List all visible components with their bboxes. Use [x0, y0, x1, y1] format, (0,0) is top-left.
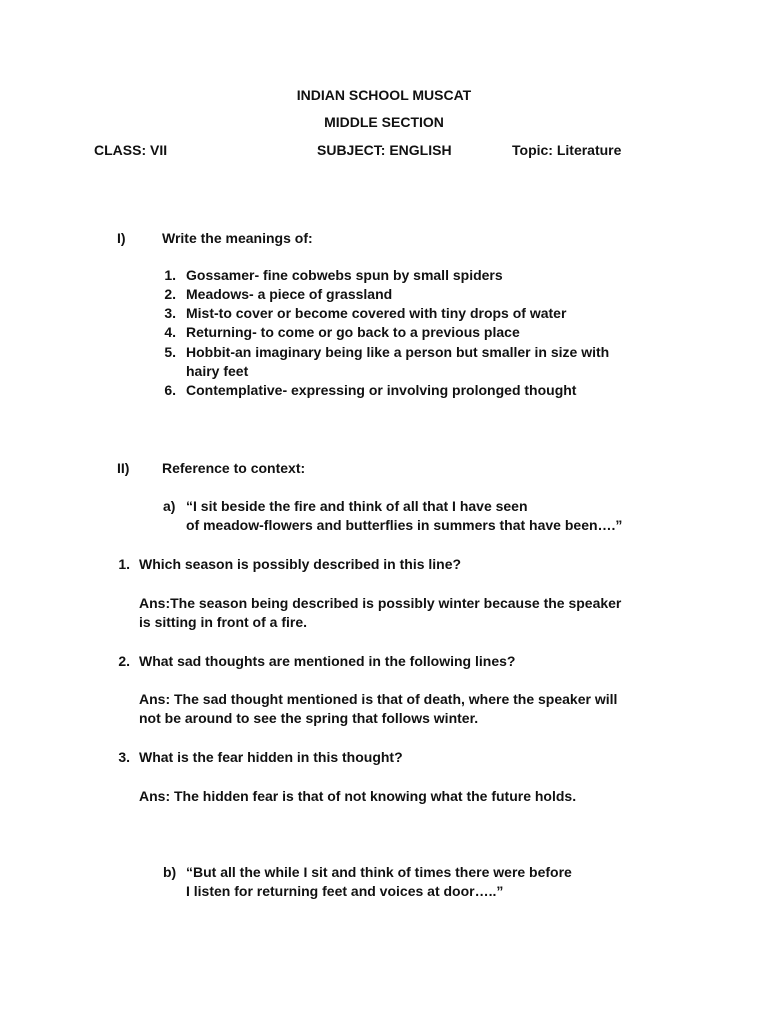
extract-a-marker: a) — [163, 498, 176, 514]
school-name: INDIAN SCHOOL MUSCAT — [296, 87, 472, 103]
extract-a-line-1: “I sit beside the fire and think of all that I have seen — [186, 498, 528, 514]
subject-label: SUBJECT: ENGLISH — [317, 142, 452, 158]
section-2-heading: Reference to context: — [162, 460, 306, 476]
answer-text: Ans:The season being described is possibly winter because the speaker — [139, 595, 622, 611]
extract-b-line-2: I listen for returning feet and voices at door…..” — [186, 883, 504, 899]
section-1-marker: I) — [117, 230, 126, 246]
question-text: Which season is possibly described in this line? — [139, 556, 462, 572]
answer-text: Ans: The hidden fear is that of not knowing what the future holds. — [139, 788, 577, 804]
document-page: INDIAN SCHOOL MUSCAT MIDDLE SECTION CLASS: VII SUBJECT: ENGLISH Topic: Literature I) Write the meanings of: 1. Gossamer- fine cobwebs spun by small spiders 2. Meadows- a piece of grassland 3. Mist-to cover or become covered with tiny drops of water 4. Returning- to come or go back to a previous place 5. Hobbit-an imaginary being like a person but smaller in size with hairy feet 6. Contemplative- expressing or involving prolonged thought II) Reference to context: a) “I sit beside the fire and think of all that I have seen of meadow-flowers and butterflies in summers that have been….” 1. Which season is possibly described in this line? Ans:The season being described is possibly winter because the speaker is sitting in front of a fire. 2. What sad thoughts are mentioned in the following lines? Ans: The sad thought mentioned is that of death, where the speaker will not be around to see the spring that follows winter. 3. What is the fear hidden in this thought? Ans: The hidden fear is that of not knowing what the future holds. b) “But all the while I sit and think of times there were before I listen for returning feet and voices at door…..” — [0, 0, 768, 1024]
extract-b-marker: b) — [163, 864, 177, 880]
section-name: MIDDLE SECTION — [324, 114, 444, 130]
extract-b-line-1: “But all the while I sit and think of times there were before — [186, 864, 572, 880]
question-text: What sad thoughts are mentioned in the following lines? — [139, 653, 516, 669]
class-label: CLASS: VII — [94, 142, 168, 158]
section-1-heading: Write the meanings of: — [162, 230, 313, 246]
question-text: What is the fear hidden in this thought? — [139, 749, 403, 765]
answer-text: is sitting in front of a fire. — [139, 614, 307, 630]
answer-text: not be around to see the spring that follows winter. — [139, 710, 479, 726]
section-2-marker: II) — [117, 460, 130, 476]
answer-text: Ans: The sad thought mentioned is that of death, where the speaker will — [139, 691, 618, 707]
extract-a-line-2: of meadow-flowers and butterflies in summers that have been….” — [186, 517, 623, 533]
topic-label: Topic: Literature — [512, 142, 622, 158]
